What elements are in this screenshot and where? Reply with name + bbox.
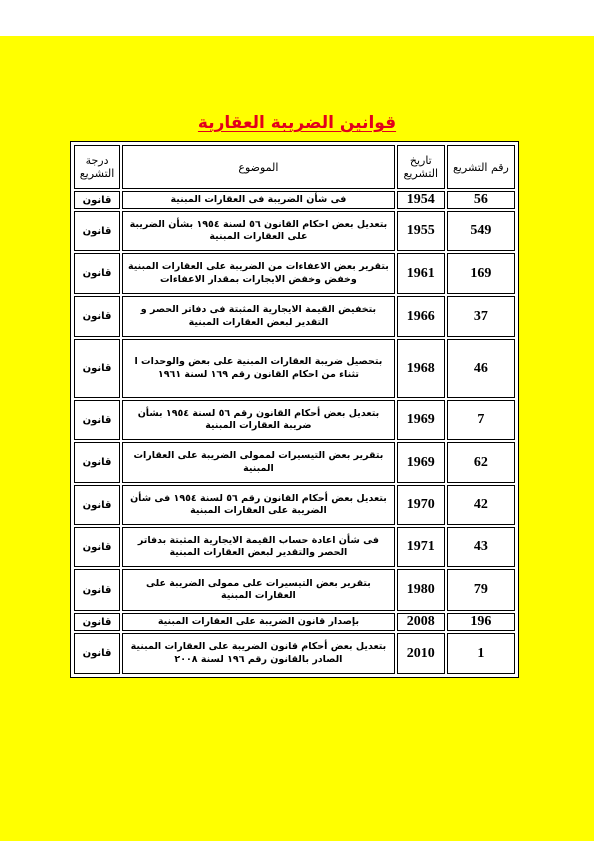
law-degree-cell: قانون [74,253,120,294]
law-subject-cell: بتقرير بعض الاعفاءات من الضريبة على العقارات المبنية وخفض وخفض الايجارات بمقدار الاعفاءات [122,253,395,294]
law-degree-cell: قانون [74,339,120,398]
law-number-cell: 79 [447,569,515,611]
law-year-cell: 1966 [397,296,445,337]
law-degree-cell: قانون [74,296,120,337]
table-row [74,569,515,611]
law-number-cell: 196 [447,613,515,631]
header-degree: درجة التشريع [74,145,120,189]
laws-table [72,143,517,676]
law-degree-cell: قانون [74,191,120,209]
table-row [74,400,515,440]
table-row [74,296,515,337]
law-year-cell: 1970 [397,485,445,525]
law-number-cell: 46 [447,339,515,398]
law-subject-cell: بتحصيل ضريبة العقارات المبنية على بعض والوحدات ا تثناء من احكام القانون رقم ١٦٩ لسنة ١٩٦١ [122,339,395,398]
law-subject-cell: بتعديل بعض أحكام قانون الضريبة على العقارات المبنية الصادر بالقانون رقم ١٩٦ لسنة ٢٠٠٨ [122,633,395,674]
law-year-cell: 1969 [397,442,445,483]
law-number-cell: 549 [447,211,515,251]
header-subject: الموضوع [122,145,395,189]
law-subject-cell: فى شأن الضريبة فى العقارات المبنية [122,191,395,209]
law-degree-cell: قانون [74,211,120,251]
law-number-cell: 62 [447,442,515,483]
law-subject-cell: بتخفيض القيمة الايجارية المثبتة فى دفاتر الحصر و التقدير لبعض العقارات المبنية [122,296,395,337]
law-year-cell: 1971 [397,527,445,567]
law-degree-cell: قانون [74,527,120,567]
law-degree-cell: قانون [74,485,120,525]
law-year-cell: 1980 [397,569,445,611]
law-subject-cell: بإصدار قانون الضريبة على العقارات المبنية [122,613,395,631]
law-degree-cell: قانون [74,400,120,440]
law-subject-cell: بتقرير بعض التيسيرات على ممولى الضريبة على العقارات المبنية [122,569,395,611]
law-number-cell: 56 [447,191,515,209]
law-degree-cell: قانون [74,613,120,631]
law-number-cell: 37 [447,296,515,337]
law-degree-cell: قانون [74,442,120,483]
table-row [74,485,515,525]
table-row [74,613,515,631]
table-body [74,191,515,674]
law-subject-cell: فى شأن اعادة حساب القيمة الايجارية المثبتة بدفاتر الحصر والتقدير لبعض العقارات المبنية [122,527,395,567]
law-year-cell: 1969 [397,400,445,440]
table-row [74,211,515,251]
law-number-cell: 42 [447,485,515,525]
table-row [74,442,515,483]
law-degree-cell: قانون [74,633,120,674]
law-subject-cell: بتعديل بعض أحكام القانون رقم ٥٦ لسنة ١٩٥٤ فى شأن الضريبة على العقارات المبنية [122,485,395,525]
law-subject-cell: بتعديل بعض أحكام القانون رقم ٥٦ لسنة ١٩٥٤ بشأن ضريبة العقارات المبنية [122,400,395,440]
law-year-cell: 1954 [397,191,445,209]
law-year-cell: 2008 [397,613,445,631]
header-law-date: تاريخ التشريع [397,145,445,189]
law-number-cell: 1 [447,633,515,674]
table-row [74,339,515,398]
law-year-cell: 2010 [397,633,445,674]
document-title: قوانين الضريبة العقارية [197,113,397,133]
table-row [74,633,515,674]
law-number-cell: 169 [447,253,515,294]
laws-table-frame [70,141,519,678]
table-row [74,191,515,209]
law-year-cell: 1961 [397,253,445,294]
law-year-cell: 1955 [397,211,445,251]
law-subject-cell: بتقرير بعض التيسيرات لممولى الضريبة على العقارات المبنية [122,442,395,483]
header-law-number: رقم التشريع [447,145,515,189]
law-year-cell: 1968 [397,339,445,398]
law-number-cell: 7 [447,400,515,440]
law-subject-cell: بتعديل بعض احكام القانون ٥٦ لسنة ١٩٥٤ بشأن الضريبة على العقارات المبنية [122,211,395,251]
table-row [74,527,515,567]
law-degree-cell: قانون [74,569,120,611]
law-number-cell: 43 [447,527,515,567]
table-header-row [74,145,515,189]
table-row [74,253,515,294]
